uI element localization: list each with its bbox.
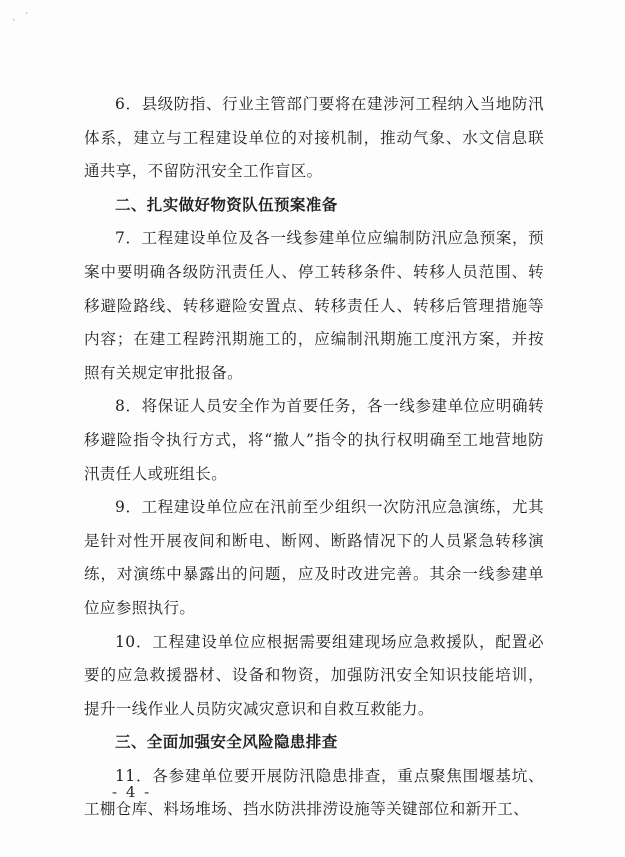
paragraph-10: 10．工程建设单位应根据需要组建现场应急救援队，配置必要的应急救援器材、设备和物资，加强防汛安全知识技能培训，提升一线作业人员防灾减灾意识和自救互救能力。 — [84, 632, 544, 718]
paragraph-11: 11．各参建单位要开展防汛隐患排查，重点聚焦围堰基坑、工棚仓库、料场堆场、挡水防洪排涝设施等关键部位和新开工、 — [84, 766, 544, 819]
paragraph-8: 8．将保证人员安全作为首要任务，各一线参建单位应明确转移避险指令执行方式，将“撤人”指令的执行权明确至工地营地防汛责任人或班组长。 — [84, 397, 544, 483]
section-heading-2: 二、扎实做好物资队伍预案准备 — [115, 195, 338, 214]
paragraph-7: 7．工程建设单位及各一线参建单位应编制防汛应急预案，预案中要明确各级防汛责任人、停工转移条件、转移人员范围、转移避险路线、转移避险安置点、转移责任人、转移后管理措施等内容；在建工程跨汛期施工的，应编制汛期施工度汛方案，并按照有关规定审批报备。 — [84, 229, 544, 382]
section-heading-3: 三、全面加强安全风险隐患排查 — [115, 733, 338, 752]
paragraph-9: 9．工程建设单位应在汛前至少组织一次防汛应急演练，尤其是针对性开展夜间和断电、断网、断路情况下的人员紧急转移演练，对演练中暴露出的问题，应及时改进完善。其余一线参建单位应参照执行。 — [84, 498, 544, 617]
page-number: - 4 - — [112, 783, 152, 801]
document-body — [84, 88, 544, 827]
scan-corner-mark: 、 ˊ — [12, 13, 29, 23]
paragraph-6: 6．县级防指、行业主管部门要将在建涉河工程纳入当地防汛体系，建立与工程建设单位的对接机制，推动气象、水文信息联通共享，不留防汛安全工作盲区。 — [84, 95, 544, 181]
